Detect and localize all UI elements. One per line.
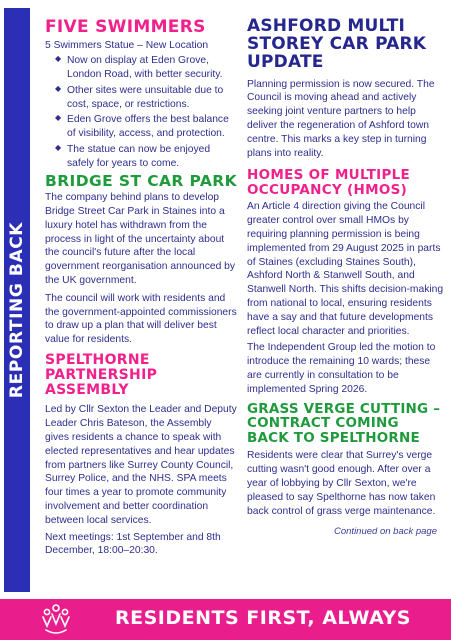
hmo-heading: HOMES OF MULTIPLE OCCUPANCY (HMOS): [247, 167, 411, 198]
list-item: [45, 113, 237, 141]
diamond-bullet-icon: ◆: [55, 83, 62, 93]
footer-slogan: RESIDENTS FIRST, ALWAYS: [115, 607, 411, 629]
ashford-heading: ASHFORD MULTI STOREY CAR PARK UPDATE: [247, 16, 427, 72]
ashford-paragraph: Planning permission is now secured. The Council is moving ahead and actively seeking joint venture partners to help deliver the regeneration of Ashford town centre. This marks a key step in turning plans into reality.: [247, 78, 435, 159]
spa-meetings: Next meetings: 1st September and 8th December, 18:00–20:30.: [45, 531, 221, 557]
list-item: [45, 54, 237, 82]
five-swimmers-section: [45, 18, 237, 171]
hmo-paragraph: The Independent Group led the motion to introduce the remaining 10 wards; these are currently in consultation to be implemented Spring 2026.: [247, 342, 436, 395]
people-group-logo-icon: [40, 602, 72, 636]
bridge-st-heading: BRIDGE ST CAR PARK: [45, 171, 238, 190]
diamond-bullet-icon: ◆: [55, 142, 62, 152]
sidebar-band: [4, 8, 30, 592]
five-swimmers-list: [45, 54, 237, 170]
diamond-bullet-icon: ◆: [55, 54, 62, 64]
spa-paragraph: Led by Cllr Sexton the Leader and Deputy Leader Chris Bateson, the Assembly gives residents a chance to speak with elected representatives and hear updates from partners like Surrey County Council, Surrey Police, and the NHS. SPA meets four times a year to promote community involvement and better coordination between local services.: [45, 404, 237, 526]
five-swimmers-subtitle: 5 Swimmers Statue – New Location: [45, 40, 209, 52]
diamond-bullet-icon: ◆: [55, 113, 62, 123]
spa-section: [45, 353, 237, 558]
right-column: [247, 18, 445, 537]
hmo-paragraph: An Article 4 direction giving the Council greater control over small HMOs by requiring planning permission is being implemented from 29 August 2025 in parts of Staines (excluding Staines South), Ashford North & Stanwell South, and Stanwell North. This shifts decision-making from national to local, ensuring residents have a say and that future developments reflect local character and priorities.: [247, 201, 444, 337]
list-item-text: Other sites were unsuitable due to cost, space, or restrictions.: [67, 84, 224, 110]
list-item: [45, 84, 237, 112]
bridge-st-paragraph: The company behind plans to develop Bridge Street Car Park in Staines into a luxury hotel has withdrawn from the process in light of the uncertainty about the council's future after the local government reorganisation announced by the UK government.: [45, 192, 236, 287]
list-item: [45, 143, 237, 171]
grass-verge-paragraph: Residents were clear that Surrey's verge cutting wasn't good enough. After over a year of lobbying by Cllr Sexton, we're pleased to say Spelthorne has now taken back control of grass verge maintenance.: [247, 450, 436, 517]
five-swimmers-heading: FIVE SWIMMERS: [45, 17, 206, 37]
bridge-st-paragraph: The council will work with residents and the government-appointed commissioners to draw up a plan that will deliver best value for residents.: [45, 292, 237, 346]
left-column: [45, 18, 237, 558]
footer-banner: [0, 599, 451, 640]
bridge-st-section: [45, 173, 237, 348]
ashford-section: [247, 18, 445, 160]
sidebar-label: REPORTING BACK: [7, 221, 27, 399]
continued-note: Continued on back page: [334, 526, 437, 538]
list-item-text: Now on display at Eden Grove, London Road, with better security.: [67, 55, 223, 80]
list-item-text: Eden Grove offers the best balance of visibility, access, and protection.: [67, 114, 229, 140]
grass-verge-section: [247, 402, 445, 519]
spa-heading: SPELTHORNE PARTNERSHIP ASSEMBLY: [45, 352, 158, 399]
list-item-text: The statue can now be enjoyed safely for years to come.: [67, 143, 211, 169]
hmo-section: [247, 168, 445, 396]
grass-verge-heading: GRASS VERGE CUTTING – CONTRACT COMING BACK TO SPELTHORNE: [247, 400, 441, 446]
